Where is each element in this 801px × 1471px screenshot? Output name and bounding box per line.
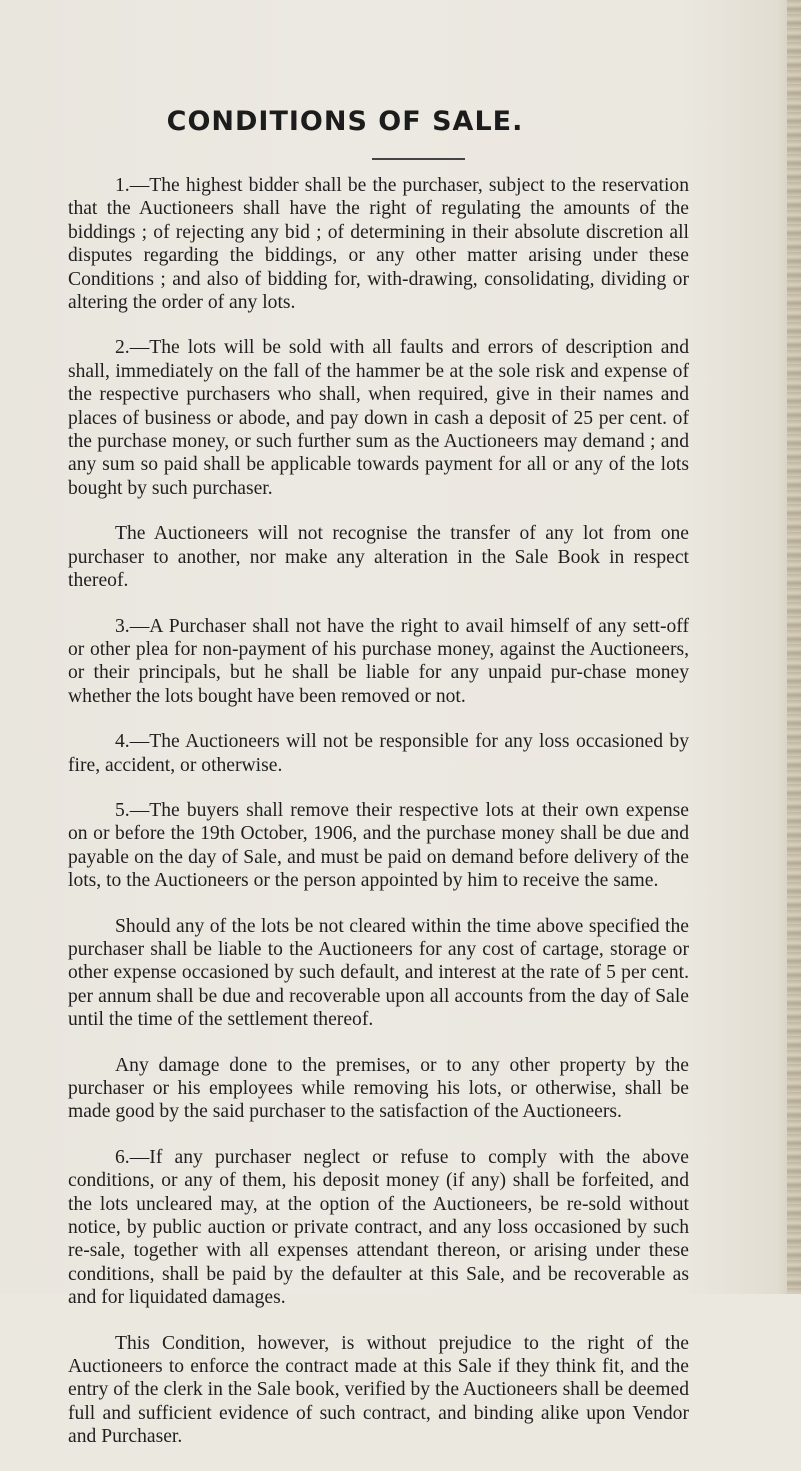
condition-paragraph: Should any of the lots be not cleared within the time above specified the purchaser shall be liable to the Auctioneers for any cost of cartage, storage or other expense occasioned by such default, and interest at the rate of 5 per cent. per annum shall be due and recoverable upon all accounts from the day of Sale until the time of the settlement thereof. (68, 915, 689, 1031)
condition-paragraph: 1.—The highest bidder shall be the purchaser, subject to the reservation that the Auctioneers shall have the right of regulating the amounts of the biddings ; of rejecting any bid ; of determining in their absolute discretion all disputes regarding the biddings, or any other matter arising under these Conditions ; and also of bidding for, with-drawing, consolidating, dividing or altering the order of any lots. (68, 175, 689, 314)
condition-paragraph: Any damage done to the premises, or to any other property by the purchaser or his employees while removing his lots, or otherwise, shall be made good by the said purchaser to the satisfaction of the Auctioneers. (68, 1054, 689, 1123)
page-edge (787, 0, 801, 1294)
conditions-body (68, 174, 689, 1471)
condition-paragraph: 3.—A Purchaser shall not have the right to avail himself of any sett-off or other plea for non-payment of his purchase money, against the Auctioneers, or their principals, but he shall be liable for any unpaid pur-chase money whether the lots bought have been removed or not. (68, 615, 689, 707)
condition-paragraph: 2.—The lots will be sold with all faults and errors of description and shall, immediately on the fall of the hammer be at the sole risk and expense of the respective purchasers who shall, when required, give in their names and places of business or abode, and pay down in cash a deposit of 25 per cent. of the purchase money, or such further sum as the Auctioneers may demand ; and any sum so paid shall be applicable towards payment for all or any of the lots bought by such purchaser. (68, 337, 689, 499)
page-title: CONDITIONS OF SALE. (166, 106, 524, 137)
title-underline (372, 158, 465, 160)
condition-paragraph: The Auctioneers will not recognise the transfer of any lot from one purchaser to another, nor make any alteration in the Sale Book in respect thereof. (68, 523, 689, 592)
condition-paragraph: 6.—If any purchaser neglect or refuse to comply with the above conditions, or any of them, his deposit money (if any) shall be forfeited, and the lots uncleared may, at the option of the Auctioneers, be re-sold without notice, by public auction or private contract, and any loss occasioned by such re-sale, together with all expenses attendant thereon, or arising under these conditions, shall be paid by the defaulter at this Sale, and be recoverable as and for liquidated damages. (68, 1146, 689, 1309)
condition-paragraph: 5.—The buyers shall remove their respective lots at their own expense on or before the 19th October, 1906, and the purchase money shall be due and payable on the day of Sale, and must be paid on demand before delivery of the lots, to the Auctioneers or the person appointed by him to receive the same. (68, 799, 689, 892)
condition-paragraph: 4.—The Auctioneers will not be responsible for any loss occasioned by fire, accident, or otherwise. (68, 731, 689, 776)
condition-paragraph: This Condition, however, is without prejudice to the right of the Auctioneers to enforce the contract made at this Sale if they think fit, and the entry of the clerk in the Sale book, verified by the Auctioneers shall be deemed full and sufficient evidence of such contract, and binding alike upon Vendor and Purchaser. (68, 1332, 689, 1448)
